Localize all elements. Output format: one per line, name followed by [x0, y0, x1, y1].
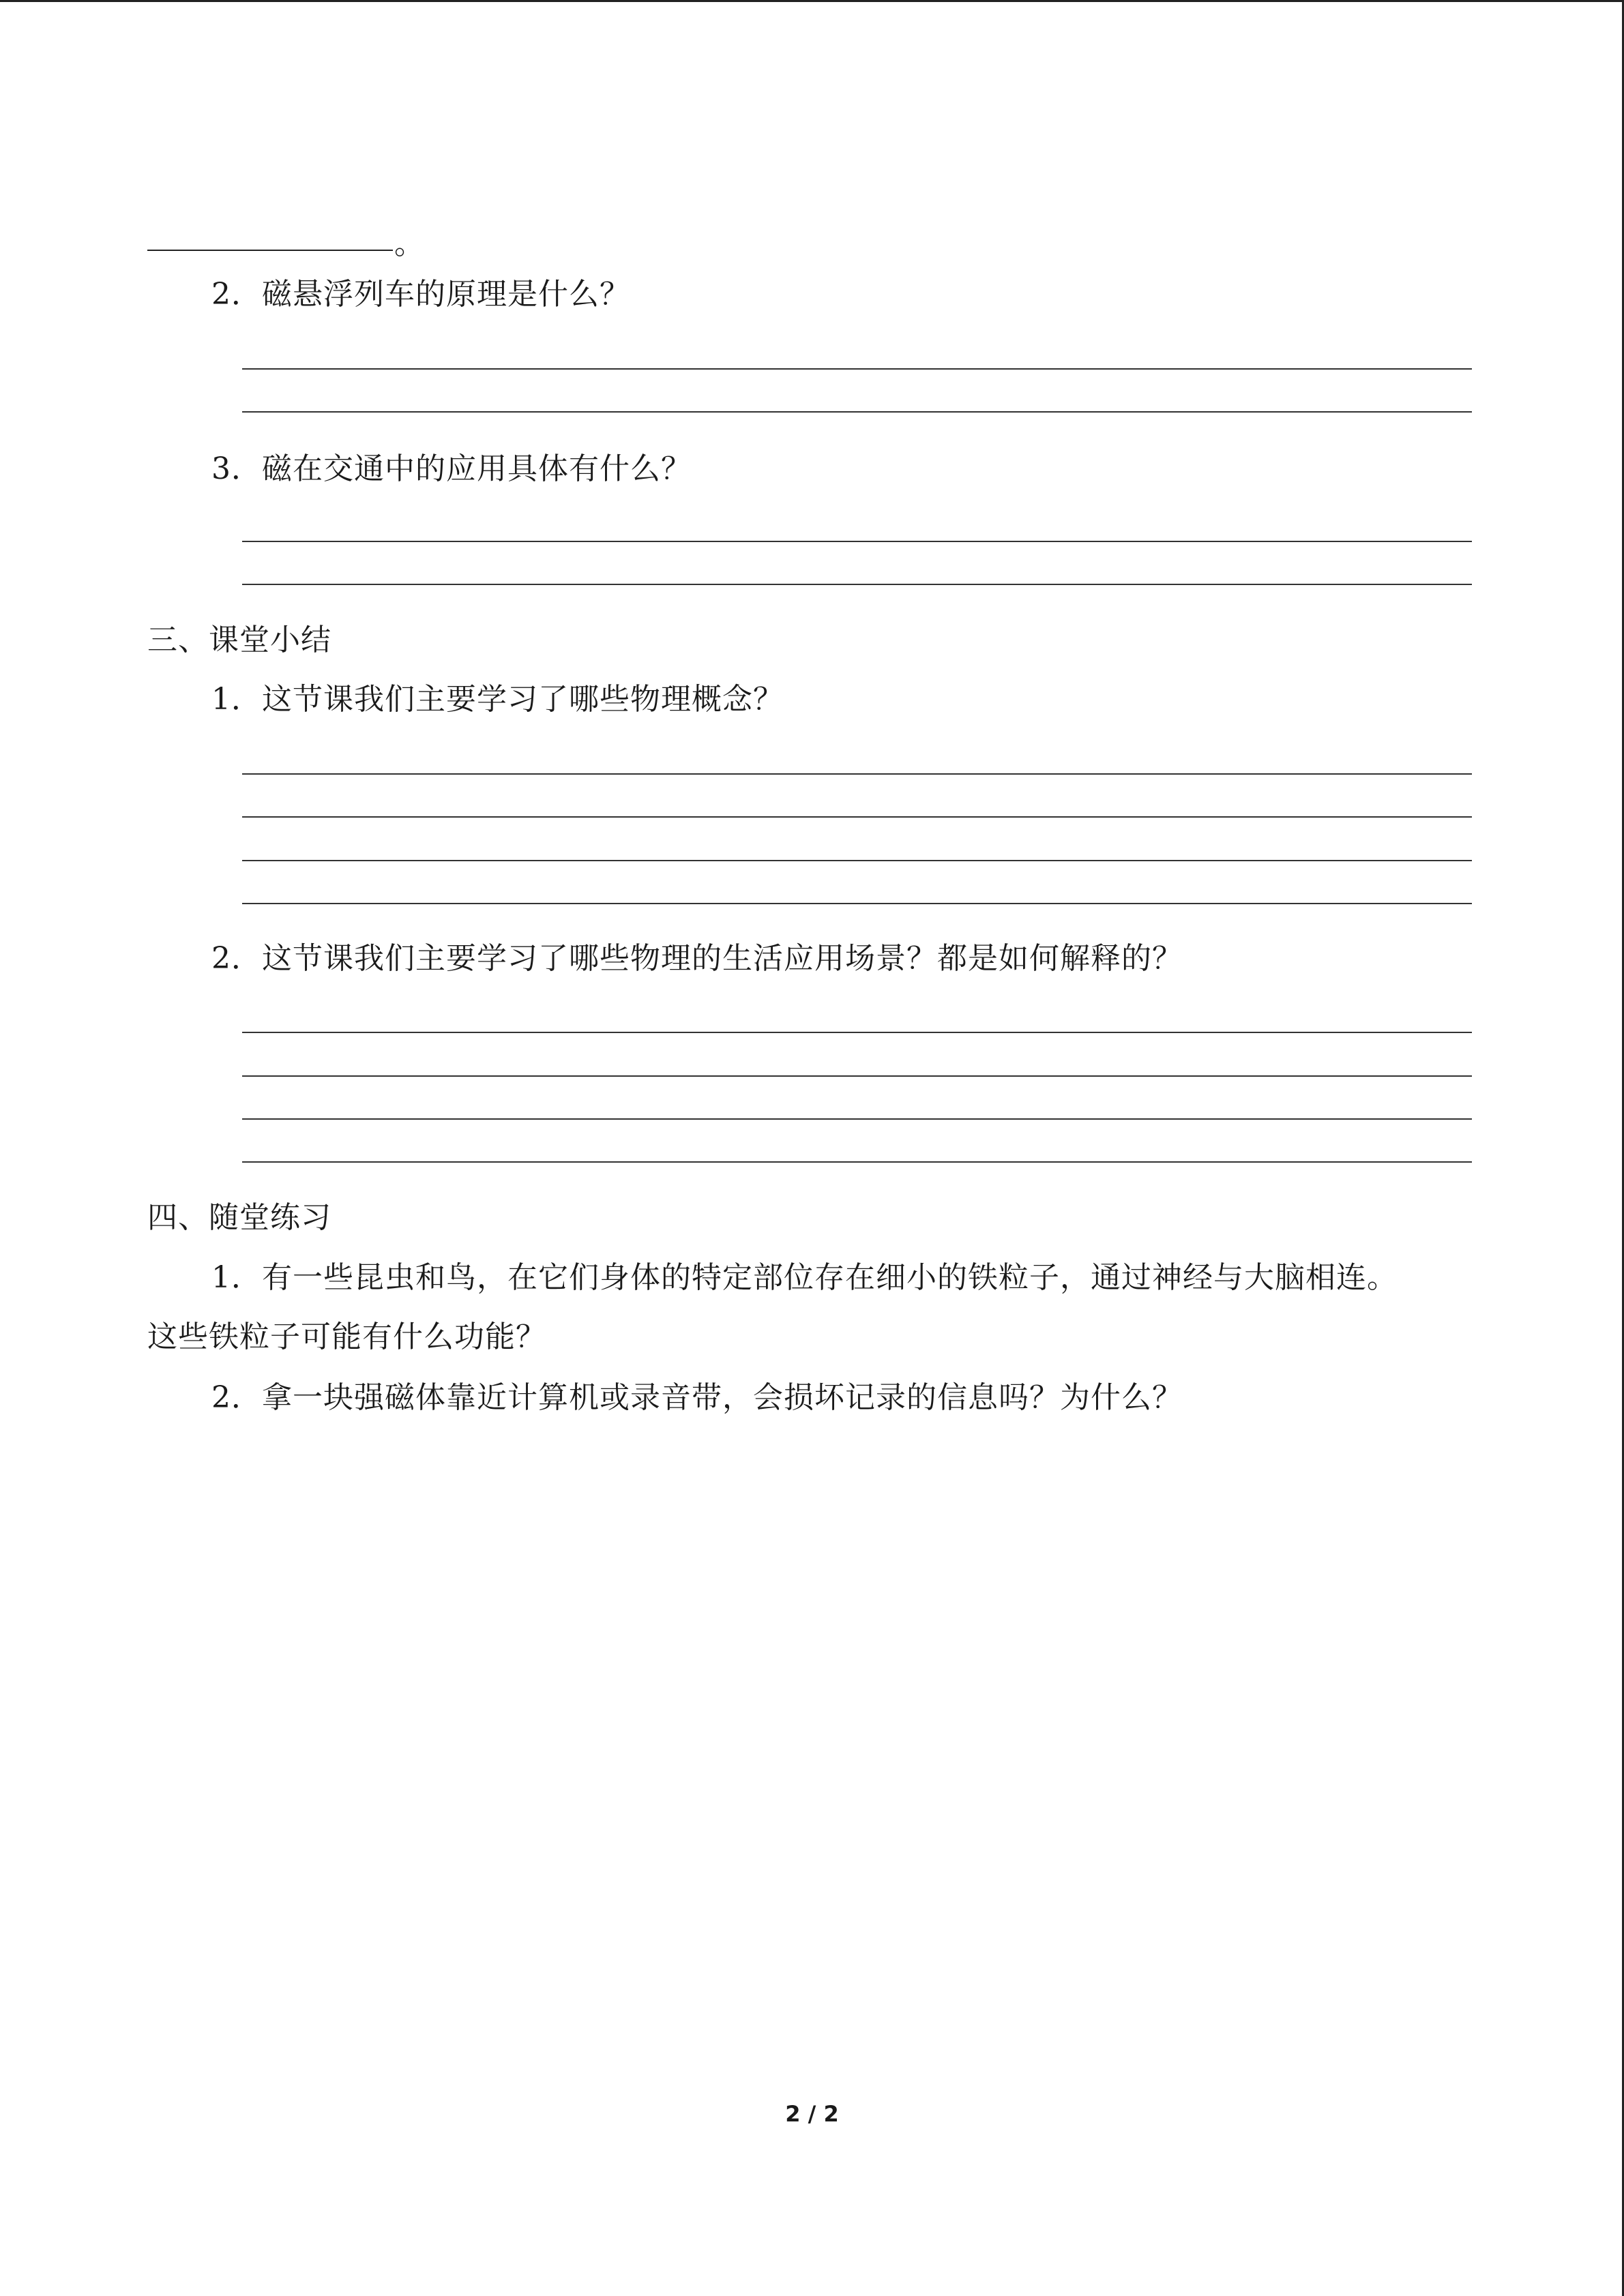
answer-line[interactable] [242, 860, 1472, 861]
section-heading-summary: 三、课堂小结 [147, 623, 331, 657]
practice-question-1-line-2: 这些铁粒子可能有什么功能？ [147, 1320, 546, 1354]
answer-line[interactable] [242, 584, 1472, 585]
page-top-border [0, 0, 1624, 2]
answer-line[interactable] [242, 368, 1472, 370]
blank-end-mark: 。 [394, 226, 424, 261]
question-2-maglev: 2．磁悬浮列车的原理是什么？ [211, 277, 630, 312]
answer-line[interactable] [242, 1032, 1472, 1033]
answer-line[interactable] [242, 816, 1472, 818]
answer-line[interactable] [242, 903, 1472, 904]
summary-question-2: 2．这节课我们主要学习了哪些物理的生活应用场景？都是如何解释的？ [211, 941, 1183, 976]
practice-question-1-line-1: 1．有一些昆虫和鸟，在它们身体的特定部位存在细小的铁粒子，通过神经与大脑相连。 [211, 1260, 1398, 1295]
answer-line[interactable] [242, 1118, 1472, 1120]
answer-line[interactable] [242, 1075, 1472, 1077]
answer-line[interactable] [242, 541, 1472, 542]
page-number: 2 / 2 [785, 2101, 839, 2127]
answer-line[interactable] [242, 1161, 1472, 1163]
summary-question-1: 1．这节课我们主要学习了哪些物理概念？ [211, 682, 784, 717]
practice-question-2: 2．拿一块强磁体靠近计算机或录音带，会损坏记录的信息吗？为什么？ [211, 1380, 1183, 1415]
answer-line[interactable] [242, 411, 1472, 413]
answer-line[interactable] [242, 773, 1472, 775]
question-3-transport: 3．磁在交通中的应用具体有什么？ [211, 451, 692, 486]
fill-in-blank-line[interactable] [147, 250, 393, 251]
section-heading-practice: 四、随堂练习 [147, 1200, 331, 1235]
